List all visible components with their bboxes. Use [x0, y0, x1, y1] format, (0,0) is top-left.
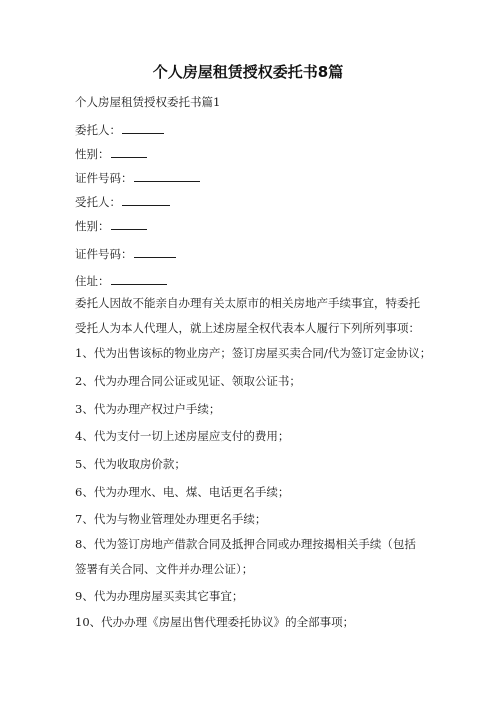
blank-line	[134, 247, 176, 258]
field-principal-id	[75, 170, 435, 186]
field-label: 性别：	[75, 219, 110, 233]
blank-line	[111, 147, 147, 158]
list-item: 7、代为与物业管理处办理更名手续；	[75, 512, 267, 526]
list-item: 10、代办办理《房屋出售代理委托协议》的全部事项；	[75, 615, 355, 629]
list-item: 5、代为收取房价款；	[75, 457, 186, 471]
list-item: 3、代为办理产权过户手续；	[75, 402, 221, 416]
field-agent-id	[75, 246, 435, 262]
intro-line: 受托人为本人代理人，就上述房屋全权代表本人履行下列所列事项：	[75, 321, 420, 335]
field-agent	[75, 194, 435, 210]
blank-line	[111, 274, 167, 285]
field-address	[75, 273, 435, 289]
field-label: 性别：	[75, 147, 110, 161]
field-label: 证件号码：	[75, 171, 133, 185]
intro-line: 委托人因故不能亲自办理有关太原市的相关房地产手续事宜，特委托	[75, 296, 420, 310]
blank-line	[122, 195, 170, 206]
list-item: 9、代为办理房屋买卖其它事宜；	[75, 589, 244, 603]
list-item: 8、代为签订房地产借款合同及抵押合同或办理按揭相关手续（包括	[75, 537, 416, 551]
list-item: 1、代为出售该标的物业房产；签订房屋买卖合同/代为签订定金协议；	[75, 346, 432, 360]
field-label: 住址：	[75, 274, 110, 288]
document-title: 个人房屋租赁授权委托书8篇	[152, 63, 344, 81]
field-principal	[75, 122, 435, 138]
field-label: 委托人：	[75, 123, 121, 137]
field-label: 受托人：	[75, 195, 121, 209]
field-principal-gender	[75, 146, 435, 162]
document-subtitle: 个人房屋租赁授权委托书篇1	[75, 95, 221, 109]
list-item: 2、代为办理合同公证或见证、领取公证书；	[75, 374, 301, 388]
list-item: 签署有关合同、文件并办理公证）；	[75, 562, 254, 576]
field-agent-gender	[75, 218, 435, 234]
field-label: 证件号码：	[75, 247, 133, 261]
blank-line	[111, 219, 147, 230]
list-item: 6、代为办理水、电、煤、电话更名手续；	[75, 485, 290, 499]
list-item: 4、代为支付一切上述房屋应支付的费用；	[75, 429, 290, 443]
blank-line	[134, 171, 200, 182]
blank-line	[122, 123, 164, 134]
